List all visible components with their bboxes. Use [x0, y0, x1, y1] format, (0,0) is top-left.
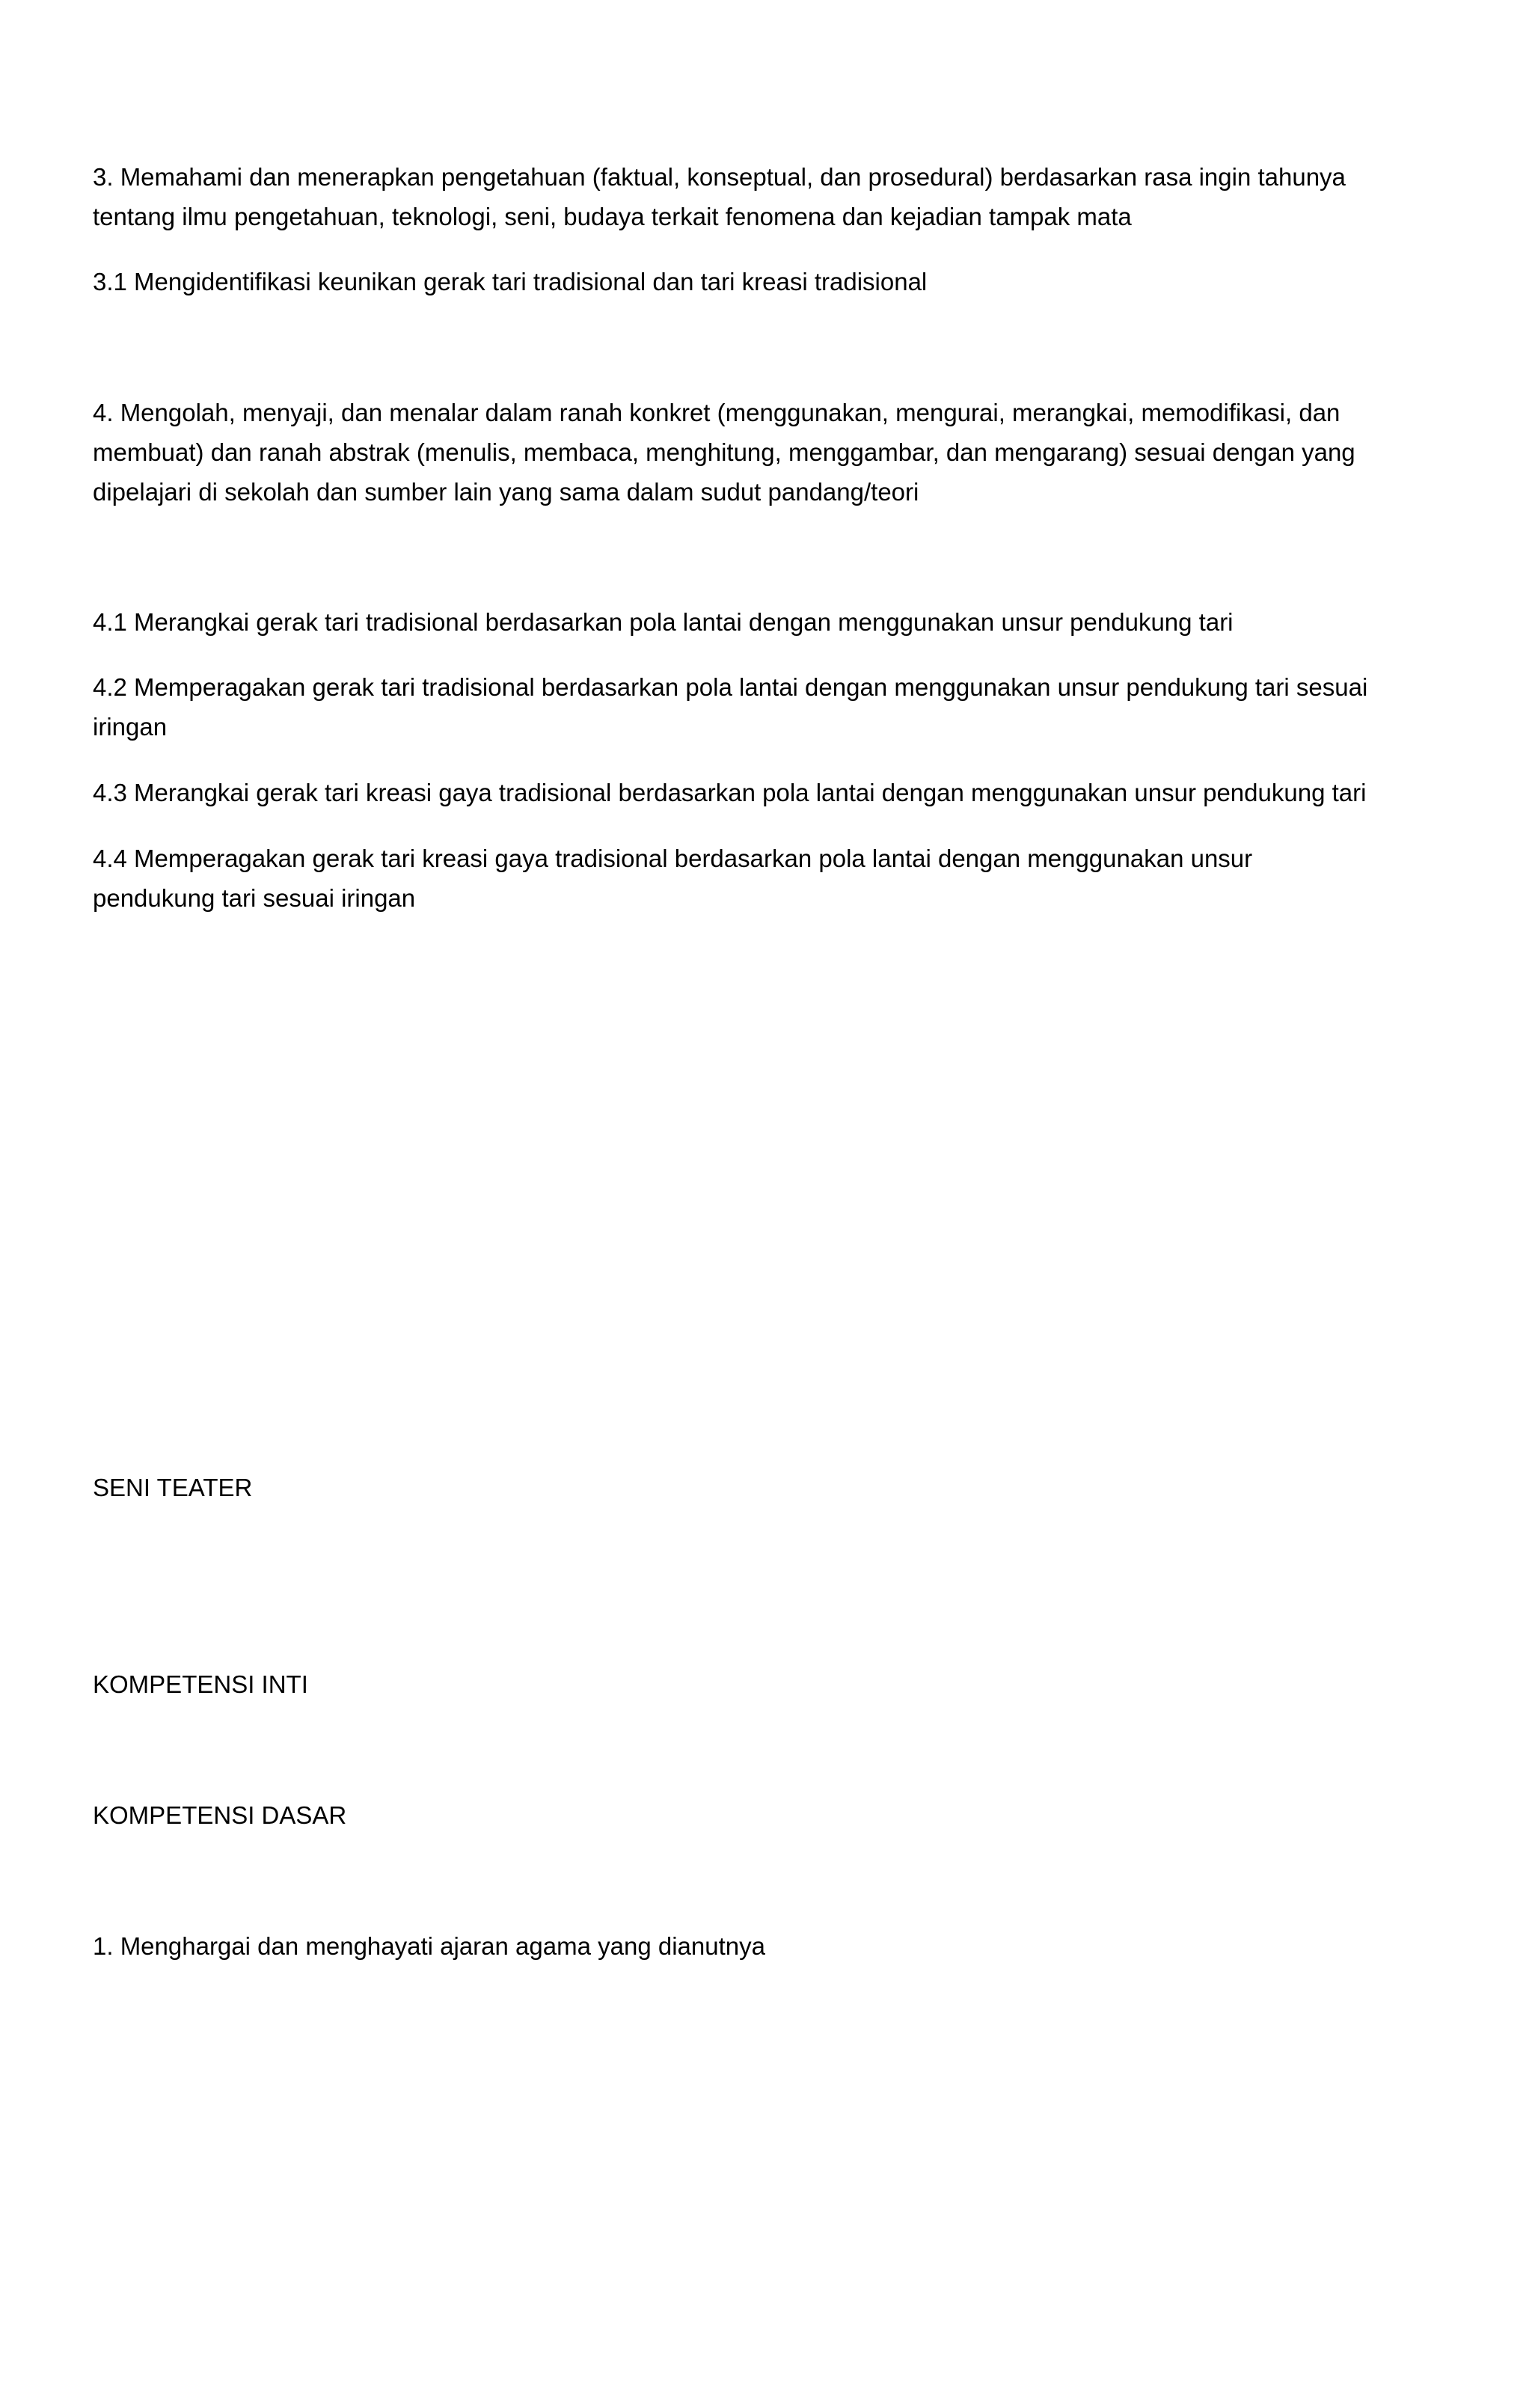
- text-line: 4.1 Merangkai gerak tari tradisional berdasarkan pola lantai dengan menggunakan unsur pendukung tari: [93, 608, 1234, 636]
- text-line: 4.2 Memperagakan gerak tari tradisional berdasarkan pola lantai dengan menggunakan unsur pendukung tari sesuai: [93, 673, 1368, 701]
- text-line: iringan: [93, 713, 168, 741]
- text-line: 4. Mengolah, menyaji, dan menalar dalam ranah konkret (menggunakan, mengurai, merangkai, memodifikasi, dan: [93, 399, 1340, 426]
- paragraph-kd-4-2: [93, 667, 1439, 747]
- section-heading-seni-teater: [93, 1468, 1439, 1507]
- text-line: 4.4 Memperagakan gerak tari kreasi gaya tradisional berdasarkan pola lantai dengan menggunakan unsur: [93, 845, 1253, 872]
- paragraph-ki-3: [93, 157, 1439, 236]
- paragraph-kd-3-1: [93, 262, 1439, 301]
- text-line: 3. Memahami dan menerapkan pengetahuan (faktual, konseptual, dan prosedural) berdasarkan rasa ingin tahunya: [93, 163, 1346, 191]
- text-line: 3.1 Mengidentifikasi keunikan gerak tari tradisional dan tari kreasi tradisional: [93, 268, 928, 295]
- paragraph-kd-4-1: [93, 602, 1439, 642]
- paragraph-kd-4-4: [93, 839, 1439, 918]
- text-line: dipelajari di sekolah dan sumber lain yang sama dalam sudut pandang/teori: [93, 478, 919, 506]
- text-line: KOMPETENSI INTI: [93, 1670, 308, 1698]
- text-line: 4.3 Merangkai gerak tari kreasi gaya tradisional berdasarkan pola lantai dengan menggunakan unsur pendukung tari: [93, 779, 1367, 806]
- heading-kompetensi-inti: [93, 1664, 1439, 1704]
- text-line: 1. Menghargai dan menghayati ajaran agama yang dianutnya: [93, 1932, 765, 1960]
- text-line: membuat) dan ranah abstrak (menulis, membaca, menghitung, menggambar, dan mengarang) sesuai dengan yang: [93, 438, 1355, 466]
- text-line: tentang ilmu pengetahuan, teknologi, seni, budaya terkait fenomena dan kejadian tampak mata: [93, 203, 1132, 230]
- paragraph-kd-4-3: [93, 773, 1439, 812]
- paragraph-ki-1: [93, 1926, 1439, 1966]
- heading-kompetensi-dasar: [93, 1795, 1439, 1835]
- text-line: KOMPETENSI DASAR: [93, 1801, 347, 1829]
- text-line: SENI TEATER: [93, 1474, 253, 1501]
- paragraph-ki-4: [93, 393, 1439, 512]
- text-line: pendukung tari sesuai iringan: [93, 884, 416, 912]
